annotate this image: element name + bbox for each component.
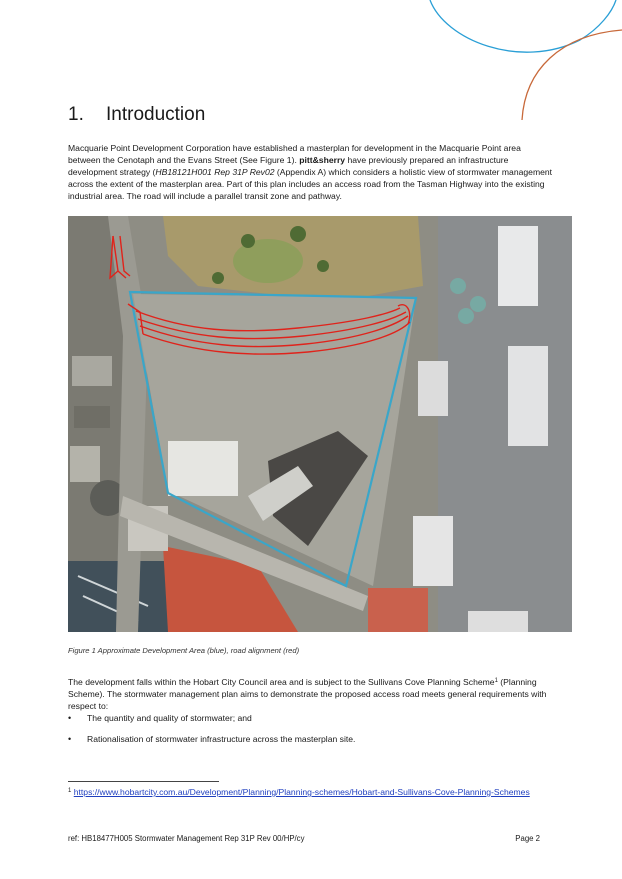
map-trees xyxy=(290,226,306,242)
footnote-divider xyxy=(68,781,219,782)
section-heading xyxy=(68,104,205,126)
map-warehouse xyxy=(413,516,453,586)
map-building xyxy=(74,406,110,428)
aerial-map xyxy=(68,216,572,632)
body-text-2: (Planning Scheme). The stormwater management plan aims to demonstrate the proposed access road meets general requirements with respect to: xyxy=(68,677,547,711)
aerial-map-figure xyxy=(68,216,572,632)
map-warehouse xyxy=(498,226,538,306)
map-white-building xyxy=(168,441,238,496)
map-tank xyxy=(470,296,486,312)
list-item xyxy=(68,733,554,745)
map-trees xyxy=(241,234,255,248)
map-building xyxy=(70,446,100,482)
decor-orange-arc xyxy=(522,30,622,120)
map-warehouse xyxy=(418,361,448,416)
page-number: Page 2 xyxy=(515,834,540,843)
bullet-icon: • xyxy=(68,713,72,723)
list-item xyxy=(68,712,554,724)
list-item-text: Rationalisation of stormwater infrastructure across the masterplan site. xyxy=(87,734,356,744)
footnote-link[interactable]: https://www.hobartcity.com.au/Development/Planning/Planning-schemes/Hobart-and-Sullivans-Cove-Planning-Schemes xyxy=(73,787,530,797)
figure-caption: Figure 1 Approximate Development Area (blue), road alignment (red) xyxy=(68,646,300,655)
strategy-reference: HB18121H001 Rep 31P Rev02 xyxy=(155,167,275,177)
company-name: pitt&sherry xyxy=(299,155,346,165)
bullet-icon: • xyxy=(68,734,72,744)
footer-reference: ref: HB18477H005 Stormwater Management Rep 31P Rev 00/HP/cy xyxy=(68,834,305,843)
map-tank xyxy=(450,278,466,294)
map-red-roof xyxy=(368,588,428,632)
map-tank xyxy=(458,308,474,324)
body-paragraph xyxy=(68,676,554,712)
intro-text-3: (Appendix A) which considers a holistic view of stormwater management across the extent of the masterplan area. Part of this plan includes an access road from the Tasman Highway into the existing industrial area. The road will include a parallel transit zone and pathway. xyxy=(68,167,553,201)
footnote-marker: 1 xyxy=(68,788,72,794)
decor-blue-arc xyxy=(430,0,616,52)
intro-paragraph xyxy=(68,142,554,202)
map-trees xyxy=(317,260,329,272)
intro-text-1: Macquarie Point Development Corporation have established a masterplan for development in the Macquarie Point area between the Cenotaph and the Evans Street (See Figure 1). xyxy=(68,143,521,165)
list-item-text: The quantity and quality of stormwater; and xyxy=(87,713,252,723)
map-warehouse xyxy=(468,611,528,632)
footnote-reference[interactable]: 1 xyxy=(494,678,498,684)
section-title: Introduction xyxy=(106,104,206,125)
intro-text-2: have previously prepared an infrastructure development strategy ( xyxy=(68,155,509,177)
map-building xyxy=(72,356,112,386)
body-text-1: The development falls within the Hobart City Council area and is subject to the Sullivans Cove Planning Scheme xyxy=(68,677,495,687)
map-warehouse xyxy=(508,346,548,446)
map-trees xyxy=(212,272,224,284)
section-number: 1. xyxy=(68,104,84,125)
requirements-list xyxy=(68,712,554,745)
footnote xyxy=(68,786,554,798)
